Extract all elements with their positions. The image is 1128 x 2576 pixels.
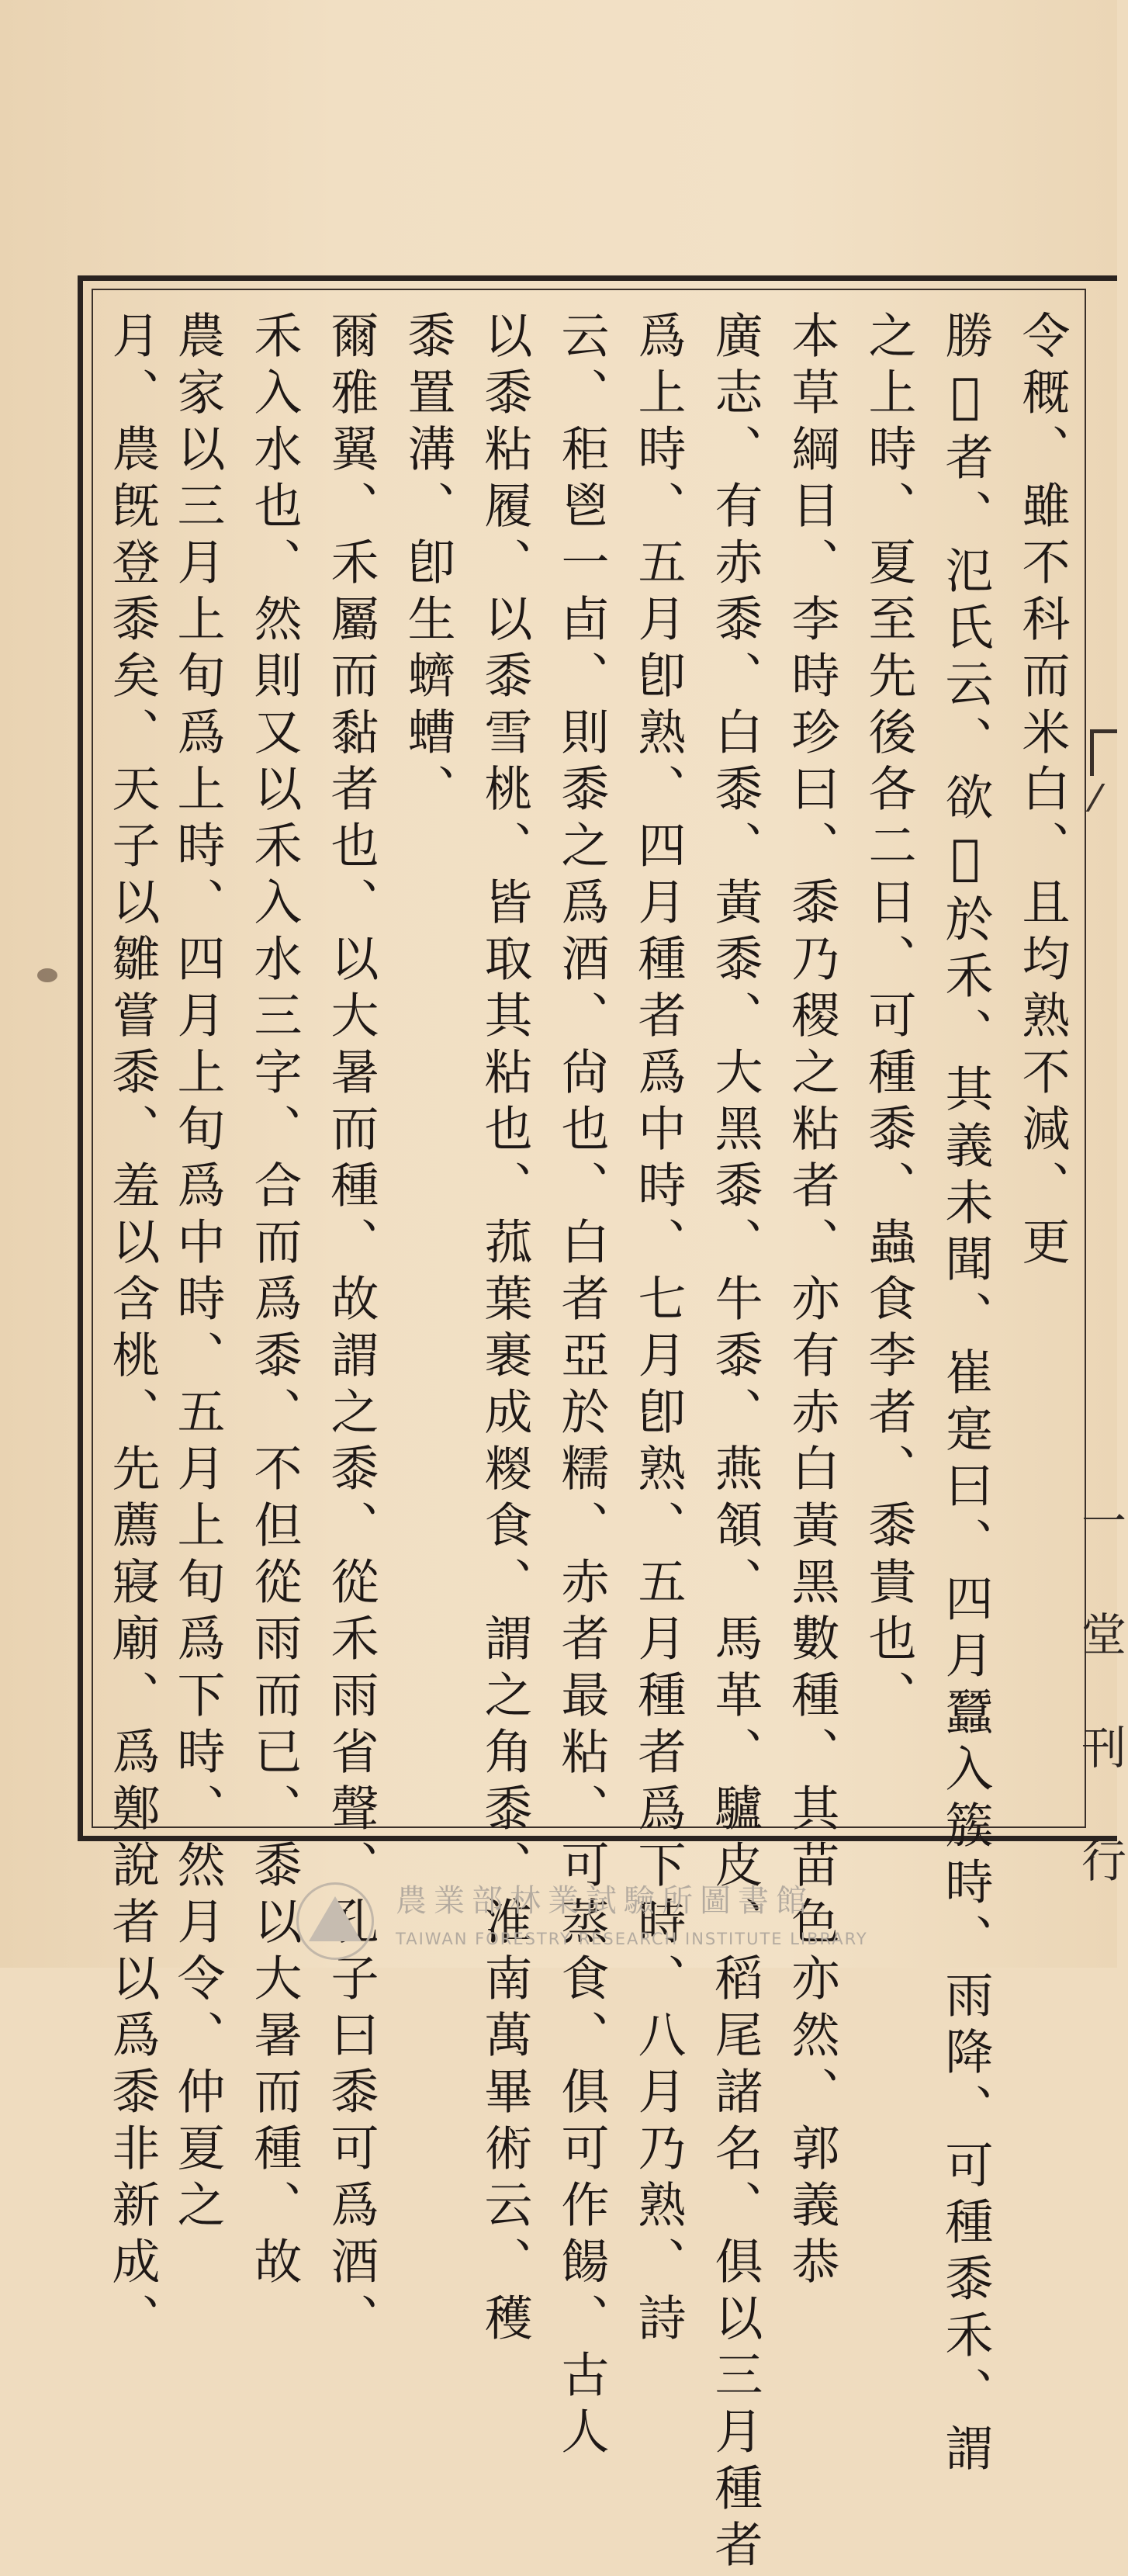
text-column-6: 爲上時、五月卽熟、四月種者爲中時、七月卽熟、五月種者爲下時、八月乃熟、詩 [630,310,687,2349]
text-column-7: 云、秬鬯一卣、則黍之爲酒、尙也、白者亞於糯、赤者最粘、可蒸食、俱可作餳、古人 [553,310,610,2463]
library-watermark-chinese: 農業部林業試驗所圖書館 [396,1883,814,1919]
library-seal-mountain-icon [309,1896,362,1941]
text-column-10: 爾雅翼、禾屬而黏者也、以大暑而種、故謂之黍、從禾雨省聲、孔子曰黍可爲酒、 [323,310,379,2349]
text-column-13: 月、農旣登黍矣、天子以雛嘗黍、羞以含桃、先薦寢廟、爲鄭說者以爲黍非新成、 [104,310,161,2349]
text-column-9: 黍置溝、卽生蠐螬、 [400,310,456,820]
text-column-4: 本草綱目、李時珍曰、黍乃稷之粘者、亦有赤白黃黑數種、其苗色亦然、郭義恭 [784,310,840,2293]
text-column-1: 令穊、雖不科而米白、且均熟不減、更 [1014,310,1071,1273]
text-column-11: 禾入水也、然則又以禾入水三字、合而爲黍、不但從雨而已、黍以大暑而種、故 [246,310,303,2293]
text-column-3: 之上時、夏至先後各二日、可種黍、蟲食李者、黍貴也、 [860,310,917,1726]
fish-tail-mark [1090,729,1117,776]
library-watermark-english: TAIWAN FORESTRY RESEARCH INSTITUTE LIBRARY [396,1930,868,1948]
text-column-5: 廣志、有赤黍、白黍、黃黍、大黑黍、牛黍、燕頷、馬革、驢皮、稻尾諸名、俱以三月種者 [707,310,763,2576]
text-column-12: 農家以三月上旬爲上時、四月上旬爲中時、五月上旬爲下時、然月令、仲夏之 [169,310,226,2236]
publisher-margin-text: 一 堂 刊 行 [1074,1497,1126,1890]
ink-stain [37,968,57,982]
text-column-8: 以黍粘履、以黍雪桃、皆取其粘也、菰葉裹成糉食、謂之角黍、淮南萬畢術云、穫 [476,310,533,2349]
text-column-2: 勝𨇾者、氾氏云、欲𨇾於禾、其義未聞、崔寔曰、四月蠶入簇時、雨降、可種黍禾、謂 [937,310,994,2480]
